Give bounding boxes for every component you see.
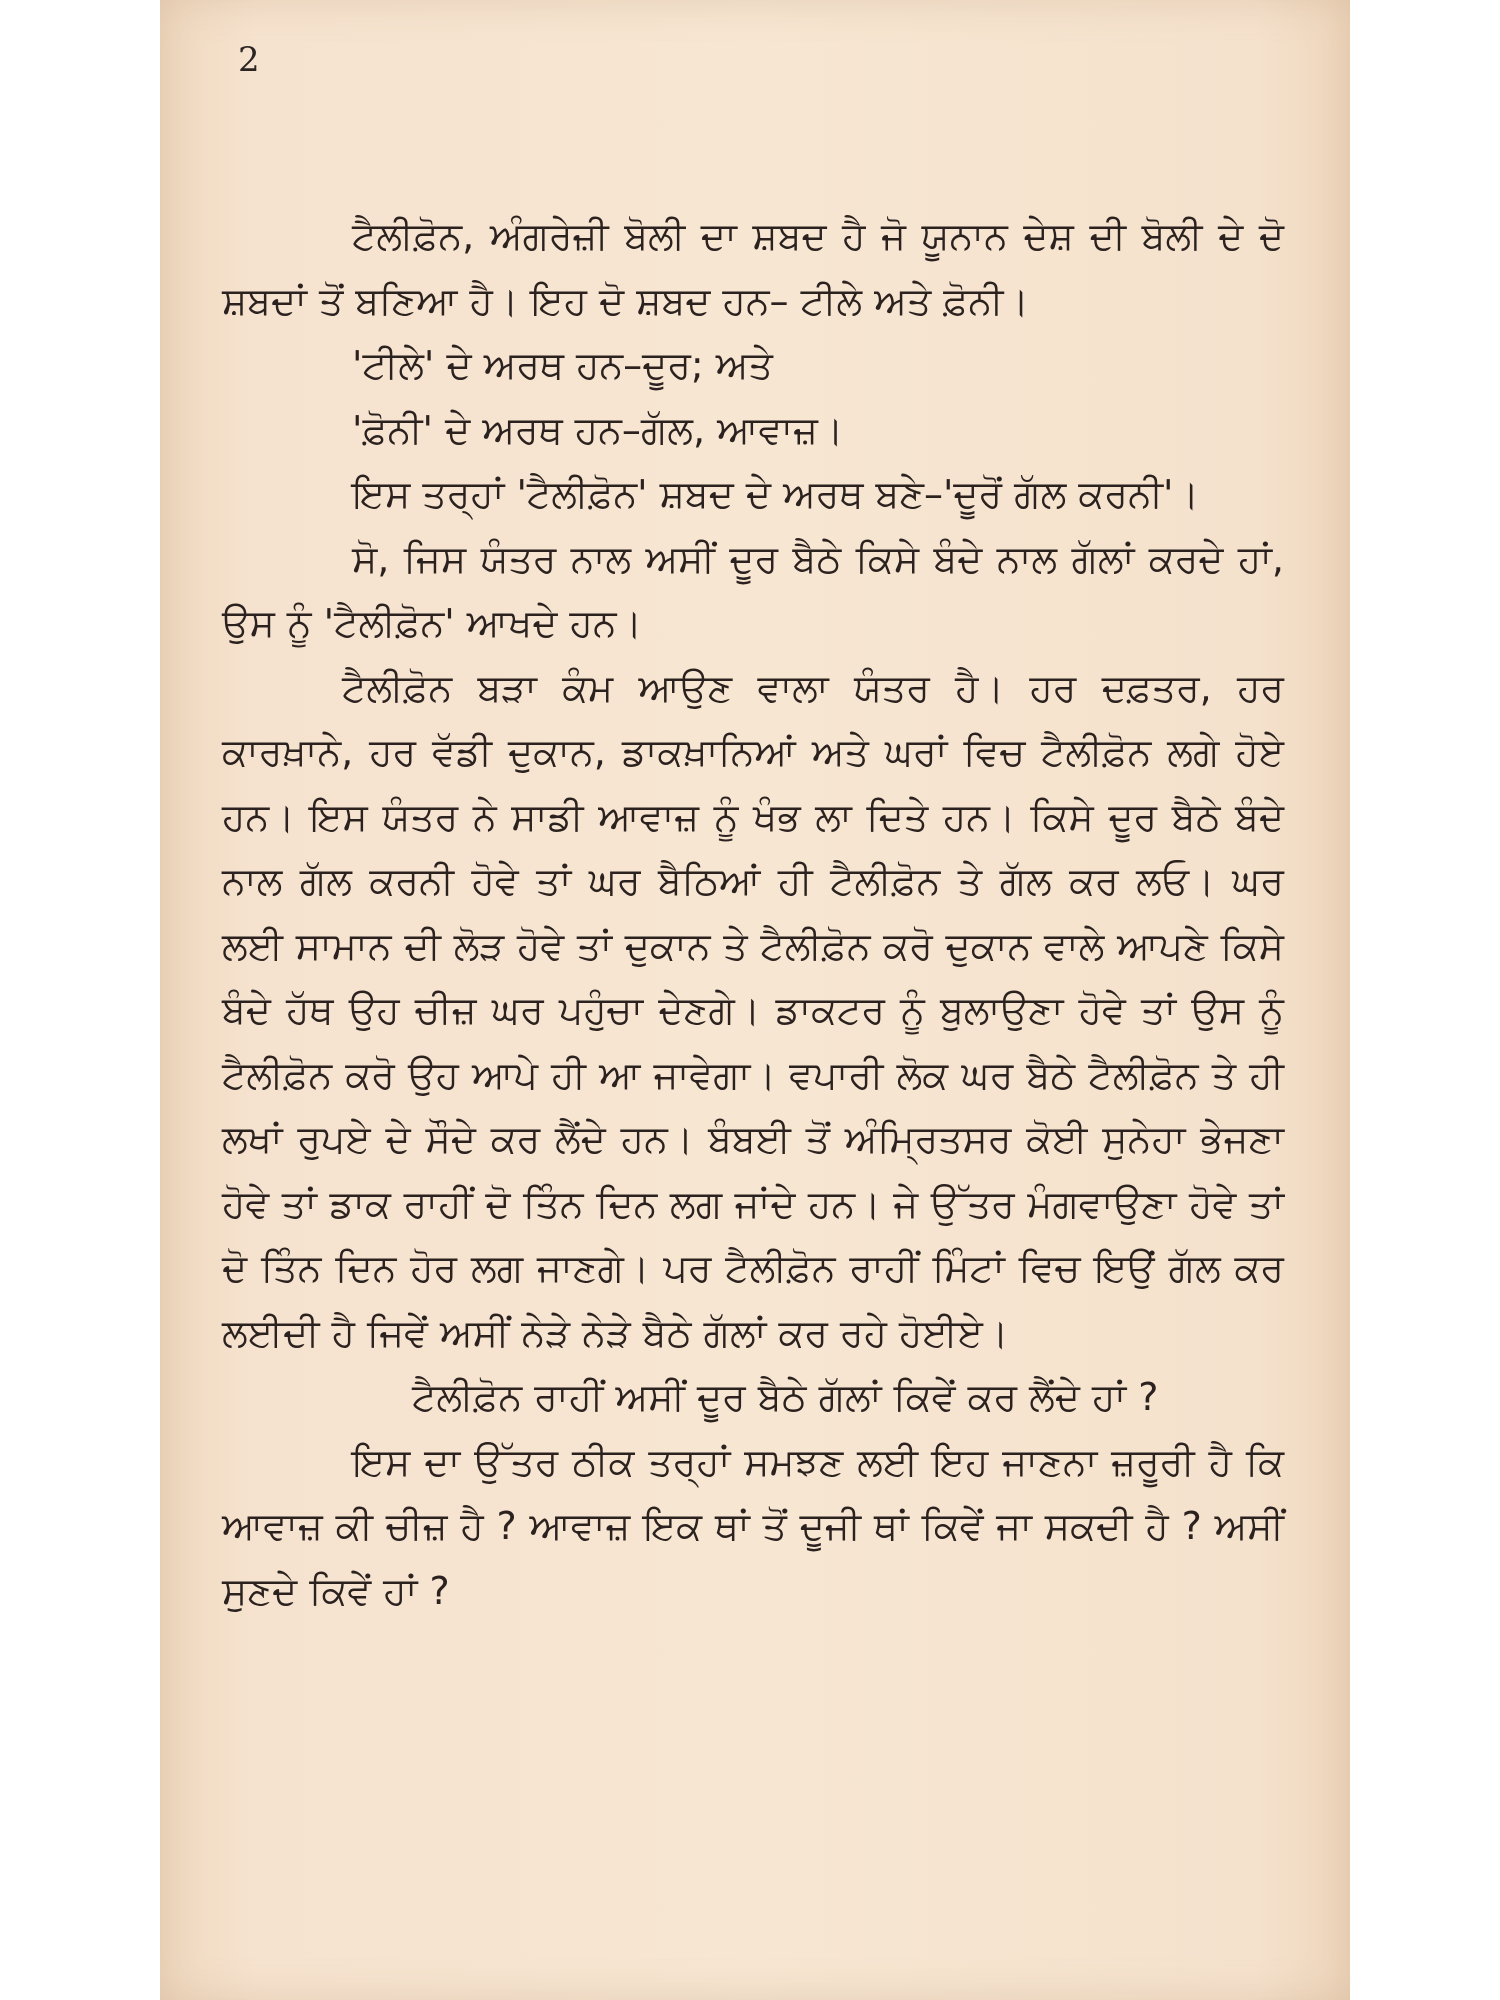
paragraph-phone-meaning: 'ਫ਼ੋਨੀ' ਦੇ ਅਰਥ ਹਨ–ਗੱਲ, ਆਵਾਜ਼। xyxy=(352,407,844,452)
paragraph-question: ਟੈਲੀਫ਼ੋਨ ਰਾਹੀਂ ਅਸੀਂ ਦੂਰ ਬੈਠੇ ਗੱਲਾਂ ਕਿਵੇਂ ਕਰ ਲੈਂਦੇ ਹਾਂ ? xyxy=(412,1375,1159,1419)
paragraph-sound-intro: ਇਸ ਦਾ ਉੱਤਰ ਠੀਕ ਤਰ੍ਹਾਂ ਸਮਝਣ ਲਈ ਇਹ ਜਾਣਨਾ ਜ਼ਰੂਰੀ ਹੈ ਕਿ ਆਵਾਜ਼ ਕੀ ਚੀਜ਼ ਹੈ ? ਆਵਾਜ਼ ਇਕ ਥਾਂ ਤੋਂ ਦੂਜੀ ਥਾਂ ਕਿਵੇਂ ਜਾ ਸਕਦੀ ਹੈ ? ਅਸੀਂ ਸੁਣਦੇ ਕਿਵੇਂ ਹਾਂ ? xyxy=(222,1439,1284,1613)
paragraph-tele-meaning: 'ਟੀਲੇ' ਦੇ ਅਰਥ ਹਨ–ਦੂਰ; ਅਤੇ xyxy=(352,343,773,387)
book-page xyxy=(160,0,1350,2000)
paragraph-usefulness: ਟੈਲੀਫ਼ੋਨ ਬੜਾ ਕੰਮ ਆਉਣ ਵਾਲਾ ਯੰਤਰ ਹੈ। ਹਰ ਦਫ਼ਤਰ, ਹਰ ਕਾਰਖ਼ਾਨੇ, ਹਰ ਵੱਡੀ ਦੁਕਾਨ, ਡਾਕਖ਼ਾਨਿਆਂ ਅਤੇ ਘਰਾਂ ਵਿਚ ਟੈਲੀਫ਼ੋਨ ਲਗੇ ਹੋਏ ਹਨ। ਇਸ ਯੰਤਰ ਨੇ ਸਾਡੀ ਆਵਾਜ਼ ਨੂੰ ਖੰਭ ਲਾ ਦਿਤੇ ਹਨ। ਕਿਸੇ ਦੂਰ ਬੈਠੇ ਬੰਦੇ ਨਾਲ ਗੱਲ ਕਰਨੀ ਹੋਵੇ ਤਾਂ ਘਰ ਬੈਠਿਆਂ ਹੀ ਟੈਲੀਫ਼ੋਨ ਤੇ ਗੱਲ ਕਰ ਲਓ। ਘਰ ਲਈ ਸਾਮਾਨ ਦੀ ਲੋੜ ਹੋਵੇ ਤਾਂ ਦੁਕਾਨ ਤੇ ਟੈਲੀਫ਼ੋਨ ਕਰੋ ਦੁਕਾਨ ਵਾਲੇ ਆਪਣੇ ਕਿਸੇ ਬੰਦੇ ਹੱਥ ਉਹ ਚੀਜ਼ ਘਰ ਪਹੁੰਚਾ ਦੇਣਗੇ। ਡਾਕਟਰ ਨੂੰ ਬੁਲਾਉਣਾ ਹੋਵੇ ਤਾਂ ਉਸ ਨੂੰ ਟੈਲੀਫ਼ੋਨ ਕਰੋ ਉਹ ਆਪੇ ਹੀ ਆ ਜਾਵੇਗਾ। ਵਪਾਰੀ ਲੋਕ ਘਰ ਬੈਠੇ ਟੈਲੀਫ਼ੋਨ ਤੇ ਹੀ ਲਖਾਂ ਰੁਪਏ ਦੇ ਸੌਦੇ ਕਰ ਲੈਂਦੇ ਹਨ। ਬੰਬਈ ਤੋਂ ਅੰਮ੍ਰਿਤਸਰ ਕੋਈ ਸੁਨੇਹਾ ਭੇਜਣਾ ਹੋਵੇ ਤਾਂ ਡਾਕ ਰਾਹੀਂ ਦੋ ਤਿੰਨ ਦਿਨ ਲਗ ਜਾਂਦੇ ਹਨ। ਜੇ ਉੱਤਰ ਮੰਗਵਾਉਣਾ ਹੋਵੇ ਤਾਂ ਦੋ ਤਿੰਨ ਦਿਨ ਹੋਰ ਲਗ ਜਾਣਗੇ। ਪਰ ਟੈਲੀਫ਼ੋਨ ਰਾਹੀਂ ਮਿੰਟਾਂ ਵਿਚ ਇਉਂ ਗੱਲ ਕਰ ਲਈਦੀ ਹੈ ਜਿਵੇਂ ਅਸੀਂ ਨੇੜੇ ਨੇੜੇ ਬੈਠੇ ਗੱਲਾਂ ਕਰ ਰਹੇ ਹੋਈਏ। xyxy=(222,665,1284,1355)
paragraph-telephone-origin: ਟੈਲੀਫ਼ੋਨ, ਅੰਗਰੇਜ਼ੀ ਬੋਲੀ ਦਾ ਸ਼ਬਦ ਹੈ ਜੋ ਯੂਨਾਨ ਦੇਸ਼ ਦੀ ਬੋਲੀ ਦੇ ਦੋ ਸ਼ਬਦਾਂ ਤੋਂ ਬਣਿਆ ਹੈ। ਇਹ ਦੋ ਸ਼ਬਦ ਹਨ– ਟੀਲੇ ਅਤੇ ਫ਼ੋਨੀ। xyxy=(222,214,1284,323)
body-text xyxy=(222,204,1284,1623)
paragraph-combined-meaning: ਇਸ ਤਰ੍ਹਾਂ 'ਟੈਲੀਫ਼ੋਨ' ਸ਼ਬਦ ਦੇ ਅਰਥ ਬਣੇ–'ਦੂਰੋਂ ਗੱਲ ਕਰਨੀ'। xyxy=(352,472,1200,516)
paragraph-definition: ਸੋ, ਜਿਸ ਯੰਤਰ ਨਾਲ ਅਸੀਂ ਦੂਰ ਬੈਠੇ ਕਿਸੇ ਬੰਦੇ ਨਾਲ ਗੱਲਾਂ ਕਰਦੇ ਹਾਂ, ਉਸ ਨੂੰ 'ਟੈਲੀਫ਼ੋਨ' ਆਖਦੇ ਹਨ। xyxy=(222,536,1284,645)
page-number: 2 xyxy=(238,40,260,80)
